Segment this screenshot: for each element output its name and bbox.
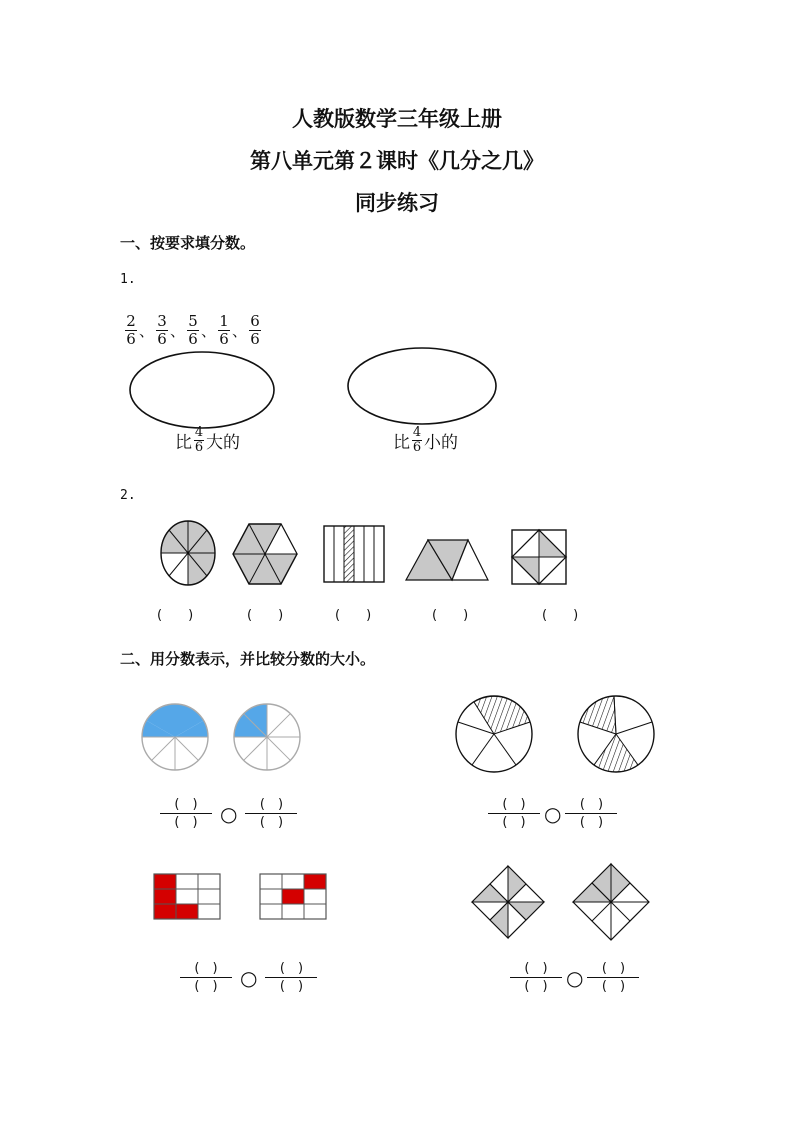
compare-row-2 bbox=[488, 796, 617, 831]
compare-circle[interactable]: ○ bbox=[566, 965, 584, 990]
fraction-blank[interactable]: $\frac{( )}{( )}$ bbox=[488, 796, 540, 831]
red-grids-figure bbox=[152, 872, 332, 922]
fraction-4: $\frac{1}{6}$ bbox=[219, 312, 229, 348]
answer-blank-2[interactable]: ( ) bbox=[247, 608, 284, 623]
separator: 、 bbox=[139, 322, 155, 340]
compare-row-1 bbox=[160, 796, 297, 831]
fraction-5: $\frac{6}{6}$ bbox=[250, 312, 260, 348]
fraction-3: $\frac{5}{6}$ bbox=[188, 312, 198, 348]
compare-circle[interactable]: ○ bbox=[544, 801, 562, 826]
fraction-blank[interactable]: $\frac{( )}{( )}$ bbox=[565, 796, 617, 831]
blue-circles-figure bbox=[140, 700, 310, 776]
fraction-2: $\frac{3}{6}$ bbox=[157, 312, 167, 348]
compare-row-3 bbox=[180, 960, 317, 995]
fraction-blank[interactable]: $\frac{( )}{( )}$ bbox=[265, 960, 317, 995]
separator: 、 bbox=[232, 322, 248, 340]
page-title: 人教版数学三年级上册 bbox=[292, 107, 502, 131]
less-than-caption: 比 $\frac{4}{6}$ 小的 bbox=[393, 425, 458, 455]
lesson-title: 第八单元第２课时《几分之几》 bbox=[250, 149, 544, 173]
fraction-blank[interactable]: $\frac{( )}{( )}$ bbox=[180, 960, 232, 995]
trapezoid-figure bbox=[406, 540, 488, 580]
separator: 、 bbox=[170, 322, 186, 340]
q1-number: 1. bbox=[120, 272, 136, 287]
fraction-blank[interactable]: $\frac{( )}{( )}$ bbox=[510, 960, 562, 995]
gray-diamonds-figure bbox=[468, 860, 668, 942]
compare-row-4 bbox=[510, 960, 639, 995]
striped-rectangle-figure bbox=[324, 526, 384, 582]
q2-shapes bbox=[150, 518, 600, 588]
greater-than-oval[interactable] bbox=[128, 350, 278, 430]
compare-circle[interactable]: ○ bbox=[220, 801, 238, 826]
striped-circles-figure bbox=[448, 690, 668, 780]
answer-blank-4[interactable]: ( ) bbox=[432, 608, 469, 623]
part1-heading: 一、按要求填分数。 bbox=[120, 234, 256, 252]
part2-heading: 二、用分数表示，并比较分数的大小。 bbox=[120, 650, 376, 668]
fraction-blank[interactable]: $\frac{( )}{( )}$ bbox=[160, 796, 212, 831]
fraction-list bbox=[125, 313, 261, 348]
worksheet-subtitle: 同步练习 bbox=[355, 191, 439, 215]
fraction-blank[interactable]: $\frac{( )}{( )}$ bbox=[245, 796, 297, 831]
square-diamond-figure bbox=[512, 530, 566, 584]
fraction-1: $\frac{2}{6}$ bbox=[126, 312, 136, 348]
compare-circle[interactable]: ○ bbox=[240, 965, 258, 990]
answer-blank-1[interactable]: ( ) bbox=[157, 608, 194, 623]
fraction-blank[interactable]: $\frac{( )}{( )}$ bbox=[587, 960, 639, 995]
hexagon-figure bbox=[233, 524, 297, 584]
less-than-oval[interactable] bbox=[346, 346, 500, 426]
answer-blank-3[interactable]: ( ) bbox=[335, 608, 372, 623]
oval-eighths-figure bbox=[161, 521, 215, 585]
greater-than-caption: 比 $\frac{4}{6}$ 大的 bbox=[175, 425, 240, 455]
q2-number: 2. bbox=[120, 488, 136, 503]
separator: 、 bbox=[201, 322, 217, 340]
answer-blank-5[interactable]: ( ) bbox=[542, 608, 579, 623]
